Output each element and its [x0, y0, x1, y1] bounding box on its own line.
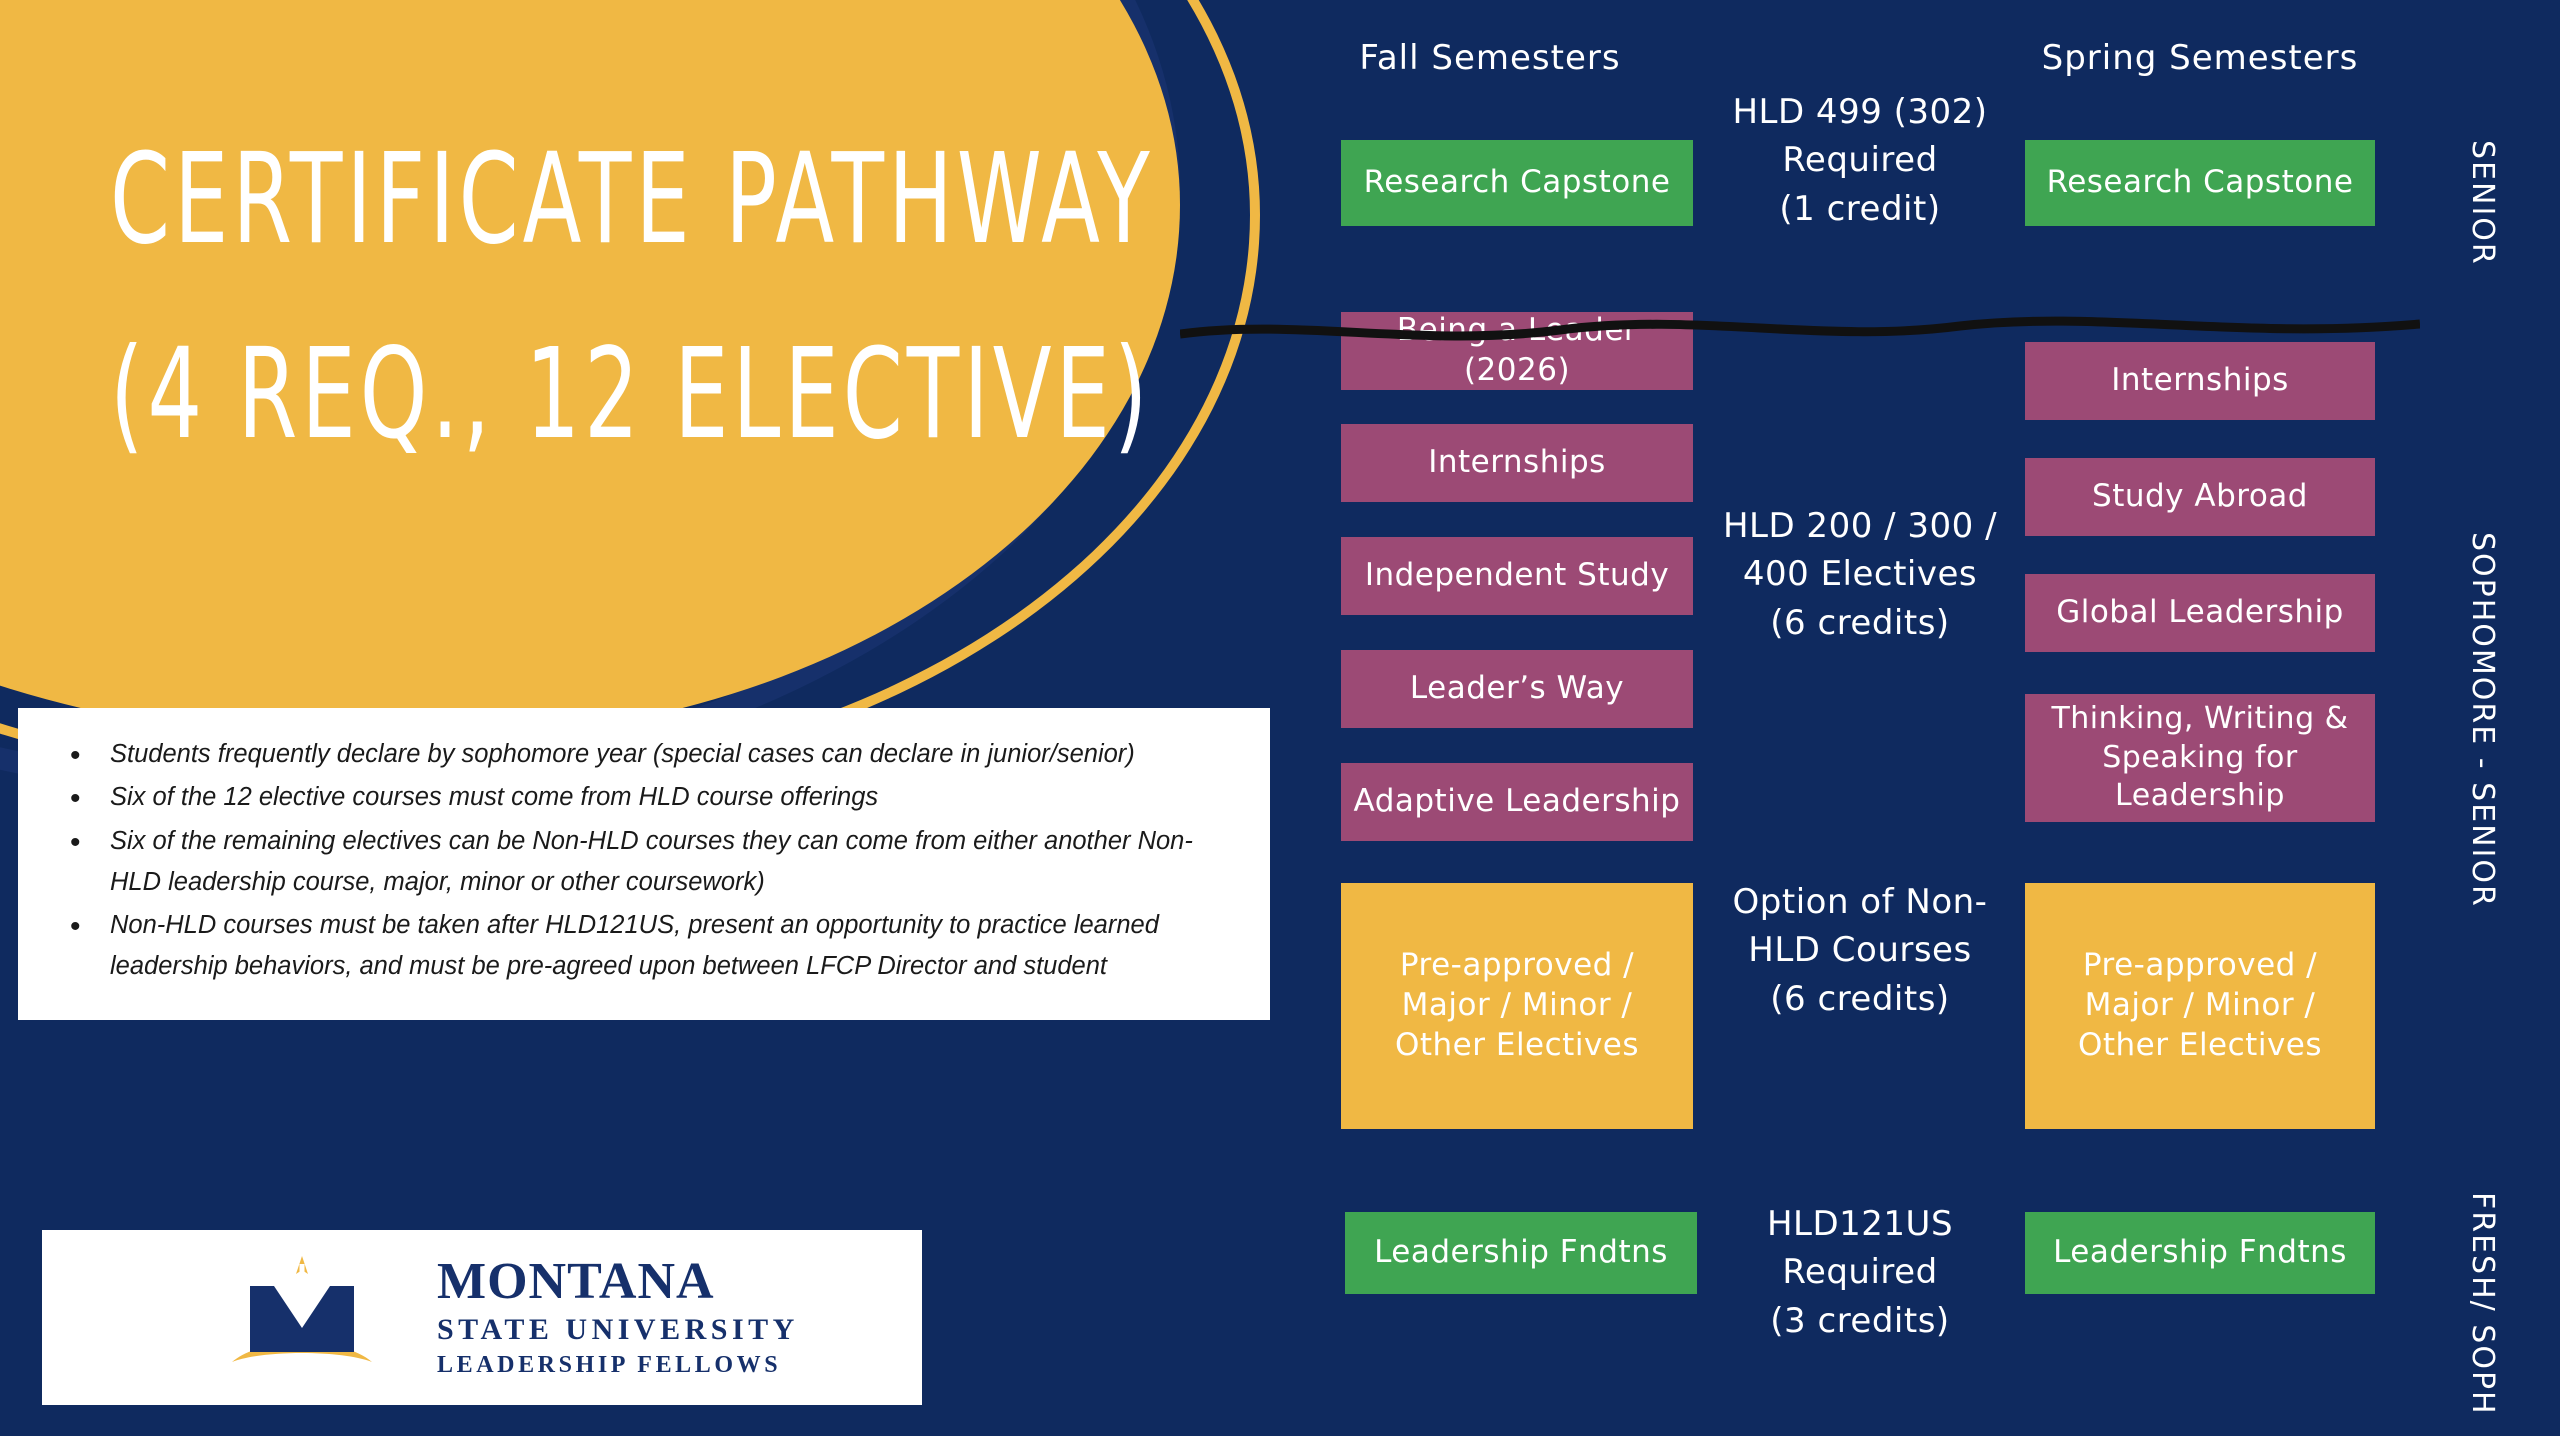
- spring-leadership-foundations-box[interactable]: [2025, 1212, 2375, 1294]
- middle-nonhld-line-2: HLD Courses: [1748, 930, 1972, 971]
- spring-thinking-line-2: Speaking for Leadership: [2102, 739, 2298, 814]
- fall-leadership-foundations-label: Leadership Fndtns: [1374, 1234, 1668, 1271]
- note-item: • Non-HLD courses must be taken after HLD121US, present an opportunity to practice learned leadership behaviors, and must be pre-agreed upon between LFCP Director and student: [52, 905, 1236, 988]
- fall-internships-label: Internships: [1428, 444, 1606, 481]
- middle-foundations-line-3: (3 credits): [1770, 1300, 1950, 1341]
- middle-capstone-line-2: Required: [1782, 140, 1938, 181]
- fall-preapproved-line-3: Other Electives: [1394, 1026, 1640, 1063]
- spring-thinking-line-1: Thinking, Writing &: [2051, 701, 2349, 737]
- fall-adaptive-leadership-box[interactable]: [1341, 763, 1693, 841]
- notes-panel: [18, 708, 1270, 1020]
- title-line-2: (4 REQ., 12 ELECTIVE): [110, 322, 1152, 468]
- msu-m-logo-icon: [222, 1252, 382, 1382]
- year-label-fresh-soph: FRESH/ SOPH: [2465, 1192, 2500, 1416]
- notes-list: [52, 734, 1236, 988]
- msu-leadership-fellows-logo: [42, 1230, 922, 1405]
- spring-research-capstone-box[interactable]: [2025, 140, 2375, 226]
- middle-label-foundations: [1700, 1200, 2020, 1345]
- logo-montana-text: MONTANA: [437, 1253, 715, 1310]
- fall-internships-box[interactable]: [1341, 424, 1693, 502]
- divider-squiggle: [1180, 300, 2420, 360]
- spring-internships-label: Internships: [2111, 362, 2289, 399]
- spring-global-leadership-box[interactable]: [2025, 574, 2375, 652]
- spring-preapproved-line-1: Pre-approved /: [2082, 947, 2318, 984]
- spring-study-abroad-box[interactable]: [2025, 458, 2375, 536]
- fall-independent-study-label: Independent Study: [1364, 557, 1670, 594]
- fall-leadership-foundations-box[interactable]: [1345, 1212, 1697, 1294]
- note-item: • Six of the remaining electives can be Non-HLD courses they can come from either another Non-HLD leadership course, major, minor or other coursework): [52, 821, 1236, 904]
- spring-preapproved-line-3: Other Electives: [2077, 1026, 2323, 1063]
- fall-adaptive-leadership-label: Adaptive Leadership: [1353, 783, 1681, 820]
- middle-label-capstone: [1700, 88, 2020, 233]
- middle-nonhld-line-1: Option of Non-: [1732, 882, 1988, 922]
- fall-independent-study-box[interactable]: [1341, 537, 1693, 615]
- fall-research-capstone-box[interactable]: [1341, 140, 1693, 226]
- fall-being-a-leader-label: Being a Leader (2026): [1396, 312, 1638, 388]
- fall-preapproved-line-2: Major / Minor /: [1401, 987, 1633, 1024]
- fall-leaders-way-box[interactable]: [1341, 650, 1693, 728]
- fall-leaders-way-label: Leader’s Way: [1409, 670, 1625, 707]
- spring-preapproved-line-2: Major / Minor /: [2084, 987, 2316, 1024]
- middle-label-non-hld: [1700, 878, 2020, 1023]
- year-label-senior: SENIOR: [2465, 140, 2500, 266]
- spring-preapproved-electives-box[interactable]: [2025, 883, 2375, 1129]
- logo-text-block: [437, 1253, 799, 1379]
- middle-nonhld-line-3: (6 credits): [1770, 978, 1950, 1019]
- spring-global-leadership-label: Global Leadership: [2056, 594, 2344, 631]
- fall-research-capstone-label: Research Capstone: [1363, 164, 1671, 201]
- page-title: [110, 110, 1154, 468]
- logo-program-text: LEADERSHIP FELLOWS: [437, 1352, 782, 1378]
- middle-label-electives: [1700, 502, 2020, 647]
- spring-study-abroad-label: Study Abroad: [2092, 478, 2308, 515]
- spring-thinking-writing-speaking-box[interactable]: [2025, 694, 2375, 822]
- note-item: • Students frequently declare by sophomore year (special cases can declare in junior/senior): [52, 734, 1236, 775]
- logo-state-university-text: STATE UNIVERSITY: [437, 1313, 799, 1346]
- spring-research-capstone-label: Research Capstone: [2046, 164, 2354, 201]
- fall-preapproved-electives-box[interactable]: [1341, 883, 1693, 1129]
- middle-electives-line-3: (6 credits): [1770, 602, 1950, 643]
- middle-foundations-line-1: HLD121US: [1766, 1204, 1954, 1244]
- spring-leadership-foundations-label: Leadership Fndtns: [2053, 1234, 2347, 1271]
- fall-preapproved-line-1: Pre-approved /: [1399, 947, 1635, 984]
- column-header-fall: Fall Semesters: [1359, 38, 1621, 78]
- column-header-spring: Spring Semesters: [2041, 38, 2359, 78]
- middle-electives-line-1: HLD 200 / 300 /: [1722, 506, 1998, 546]
- title-line-1: CERTIFICATE PATHWAY: [110, 127, 1154, 273]
- year-label-sophomore-senior: SOPHOMORE - SENIOR: [2465, 532, 2500, 908]
- middle-electives-line-2: 400 Electives: [1742, 554, 1978, 595]
- note-item: • Six of the 12 elective courses must come from HLD course offerings: [52, 777, 1236, 818]
- middle-foundations-line-2: Required: [1782, 1252, 1938, 1293]
- middle-capstone-line-1: HLD 499 (302): [1732, 92, 1988, 132]
- middle-capstone-line-3: (1 credit): [1779, 188, 1941, 229]
